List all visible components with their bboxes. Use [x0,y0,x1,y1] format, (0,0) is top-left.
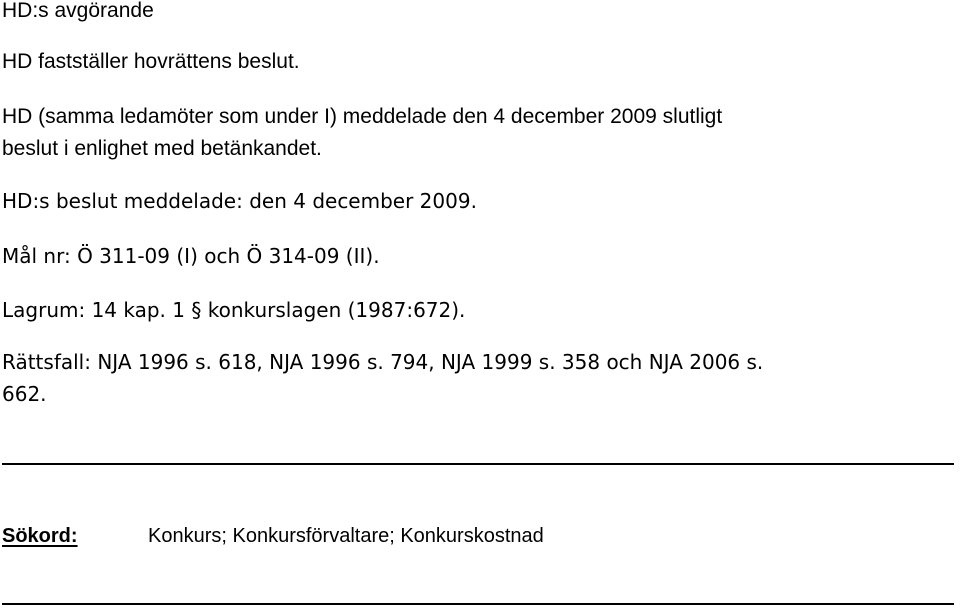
document-heading: HD:s avgörande [2,0,154,22]
legal-basis: Lagrum: 14 kap. 1 § konkurslagen (1987:672). [2,298,466,322]
bottom-divider [2,603,954,605]
notice-line-2: beslut i enlighet med betänkandet. [2,137,322,160]
decision-date: HD:s beslut meddelade: den 4 december 2009. [2,189,477,213]
keywords-label: Sökord: [2,525,78,547]
case-numbers: Mål nr: Ö 311-09 (I) och Ö 314-09 (II). [2,244,380,268]
precedents-line-1: Rättsfall: NJA 1996 s. 618, NJA 1996 s. 794, NJA 1999 s. 358 och NJA 2006 s. [2,350,764,374]
keywords-value: Konkurs; Konkursförvaltare; Konkurskostnad [148,525,544,547]
precedents-line-2: 662. [2,382,47,406]
top-divider [2,463,954,465]
decision-text: HD fastställer hovrättens beslut. [2,50,300,73]
notice-line-1: HD (samma ledamöter som under I) meddelade den 4 december 2009 slutligt [2,105,723,128]
